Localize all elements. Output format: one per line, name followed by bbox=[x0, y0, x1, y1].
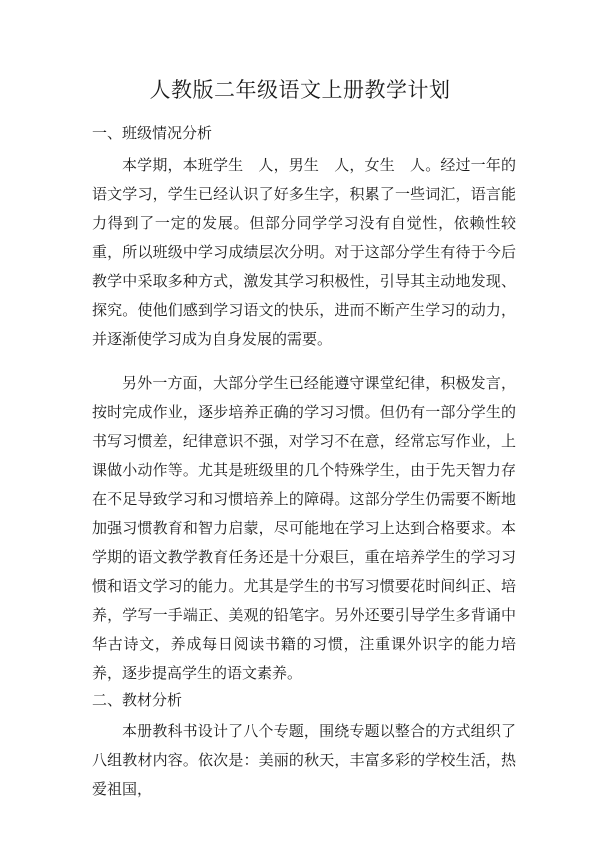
paragraph-class-overview: 本学期，本班学生 人，男生 人，女生 人。经过一年的语文学习，学生已经认识了好多生字，积累了一些词汇，语言能力得到了一定的发展。但部分同学学习没有自觉性，依赖性较重，所以班级中学习成绩层次分明。对于这部分学生有待于今后教学中采取多种方式，激发其学习积极性，引导其主动地发现、探究。使他们感到学习语文的快乐，进而不断产生学习的动力，并逐渐使学习成为自身发展的需要。 bbox=[92, 156, 516, 348]
paragraph-textbook-topics: 本册教科书设计了八个专题，围绕专题以整合的方式组织了八组教材内容。依次是：美丽的秋天，丰富多彩的学校生活，热爱祖国， bbox=[92, 722, 516, 798]
section-heading-class-analysis: 一、班级情况分析 bbox=[92, 124, 213, 142]
document-title: 人教版二年级语文上册教学计划 bbox=[149, 78, 451, 102]
section-heading-textbook-analysis: 二、教材分析 bbox=[92, 691, 183, 709]
paragraph-study-habits: 另外一方面，大部分学生已经能遵守课堂纪律，积极发言，按时完成作业，逐步培养正确的学习习惯。但仍有一部分学生的书写习惯差，纪律意识不强，对学习不在意，经常忘写作业，上课做小动作等。尤其是班级里的几个特殊学生，由于先天智力存在不足导致学习和习惯培养上的障碍。这部分学生仍需要不断地加强习惯教育和智力启蒙，尽可能地在学习上达到合格要求。本学期的语文教学教育任务还是十分艰巨，重在培养学生的学习习惯和语文学习的能力。尤其是学生的书写习惯要花时间纠正、培养，学写一手端正、美观的铅笔字。另外还要引导学生多背诵中华古诗文，养成每日阅读书籍的习惯，注重课外识字的能力培养，逐步提高学生的语文素养。 bbox=[92, 374, 516, 682]
